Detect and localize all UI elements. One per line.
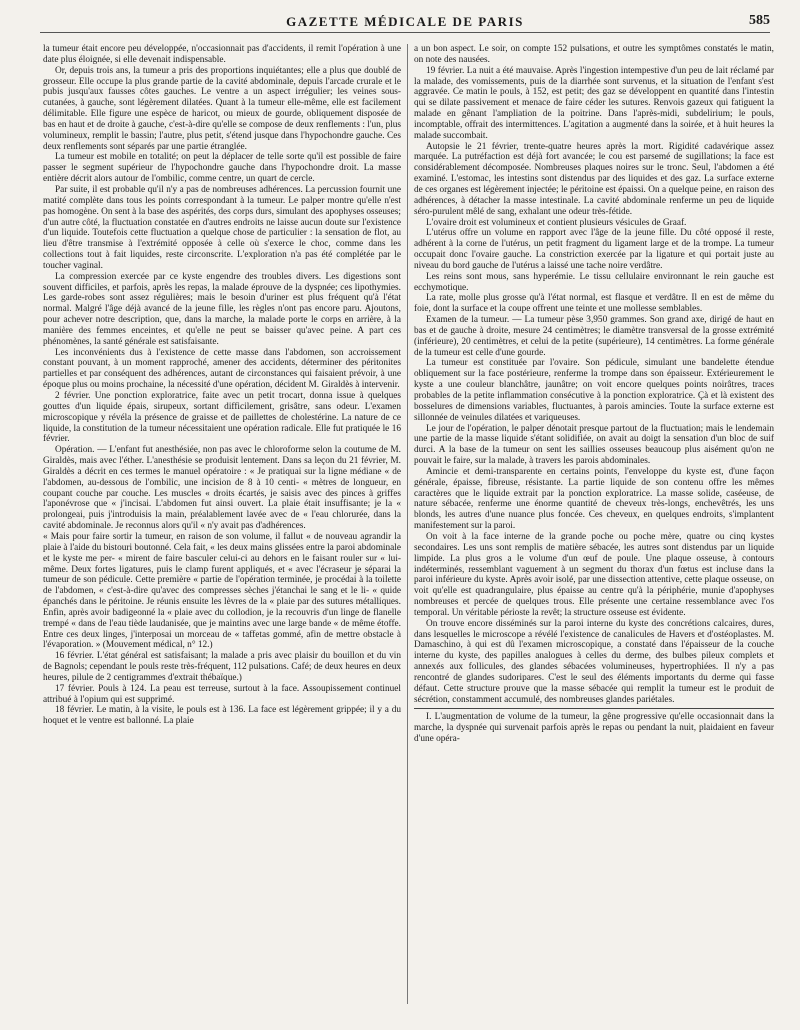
right-column	[414, 44, 774, 745]
journal-title: GAZETTE MÉDICALE DE PARIS	[286, 14, 524, 29]
paragraph: La compression exercée par ce kyste engendre des troubles divers. Les digestions sont souvent difficiles, et parfois, après les repas, la malade éprouve de la dyspnée; ces lipothymies. Les garde-robes sont assez régulières; mais le besoin d'uriner est plus fréquent qu'à l'état normal. Malgré l'âge déjà avancé de la jeune fille, les règles n'ont pas encore paru. Ajoutons, pour achever notre description, que, dans la marche, la malade porte le corps en arrière, à la manière des femmes enceintes, et qu'elle ne peut se baisser qu'avec peine. A part ces phénomènes, la santé générale est satisfaisante.	[43, 271, 401, 347]
paragraph: L'ovaire droit est volumineux et contient plusieurs vésicules de Graaf.	[426, 217, 687, 228]
paragraph: la tumeur était encore peu développée, n'occasionnait pas d'accidents, il remit l'opération à une date plus éloignée, si elle devenait indispensable.	[43, 44, 401, 65]
paragraph: On voit à la face interne de la grande poche ou poche mère, quatre ou cinq kystes secondaires. Les uns sont remplis de matière sébacée, les autres sont distendus par un liquide limpide. La plus gros a le volume d'un œuf de poule. Une plaque osseuse, à contours indéterminés, ressemblant vaguement à un segment du thorax d'un fœtus est incluse dans la paroi inférieure du kyste. Après avoir isolé, par une dissection attentive, cette plaque osseuse, on voit qu'elle est quadrangulaire, plus épaisse au centre qu'à la périphérie, munie d'apophyses nombreuses et percée de quelques trous. Elle présente une certaine ressemblance avec l'os temporal. Un véritable périoste la revêt; la structure osseuse est évidente.	[414, 531, 774, 618]
paragraph: Les reins sont mous, sans hyperémie. Le tissu cellulaire environnant le rein gauche est ecchymotique.	[414, 271, 774, 293]
paragraph: I. L'augmentation de volume de la tumeur, la gêne progressive qu'elle occasionnait dans la marche, la dyspnée qui survenait parfois après le repas ou pendant la nuit, plaidaient en faveur d'une opéra-	[414, 712, 774, 745]
paragraph: La tumeur est mobile en totalité; on peut la déplacer de telle sorte qu'il est possible de faire passer le segment supérieur de l'hypochondre gauche dans l'hypochondre droit. La masse entière décrit alors autour de l'ombilic, comme centre, un quart de cercle.	[43, 152, 401, 185]
paragraph: Le jour de l'opération, le palper dénotait presque partout de la fluctuation; mais le lendemain une partie de la masse liquide s'étant solidifiée, on avait au doigt la sensation d'un bloc de suif durci. A la base de la tumeur on sent les saillies osseuses beaucoup plus aisément qu'on ne pouvait le faire, sur la malade, à travers les parois abdominales.	[414, 423, 774, 467]
paragraph: On trouve encore disséminés sur la paroi interne du kyste des concrétions calcaires, dures, dans lesquelles le microscope a révélé l'existence de canalicules de Havers et d'ostéoplastes. M. Damaschino, à qui est dû l'examen microscopique, a constaté dans l'épaisseur de la couche interne du kyste, des papilles analogues à celles du derme, des bulbes pileux complets et annexés aux follicules, des glandes sébacées volumineuses, hypertrophiées. Il n'y a pas rencontré de glandes sudoripares. C'est le seul des éléments importants du derme qui fasse défaut. Cette structure prouve que la masse sébacée qui remplit la tumeur est le produit de sécrétion, constamment accumulé, des nombreuses glandes pariétales.	[414, 618, 774, 705]
paragraph: a un bon aspect. Le soir, on compte 152 pulsations, et outre les symptômes constatés le matin, on note des nausées.	[414, 44, 774, 65]
running-header	[40, 12, 770, 33]
paragraph: Les inconvénients dus à l'existence de cette masse dans l'abdomen, son accroissement constant pouvant, à un moment rapproché, amener des accidents, déterminer des péritonites partielles et par conséquent des adhérences, autant de circonstances qui faisaient prévoir, à une époque plus ou moins prochaine, la nécessité d'une opération, décident M. Giraldès à intervenir.	[43, 347, 401, 391]
paragraph: Or, depuis trois ans, la tumeur a pris des proportions inquiétantes; elle a plus que doublé de grosseur. Elle occupe la plus grande partie de la cavité abdominale, depuis l'arcade crurale et le pubis jusqu'aux fausses côtes gauches. Le ventre a un aspect irrégulier; les veines sous-cutanées, à gauche, sont légèrement dilatées. Quant à la tumeur elle-même, elle est facilement délimitable. Elle figure une espèce de haricot, ou mieux de gourde, obliquement disposée de bas en haut et de droite à gauche, c'est-à-dire qu'elle se compose de deux renflements : l'un, plus volumineux, remplit le bassin; l'autre, plus petit, s'étend jusque dans l'hypochondre gauche. Ces deux renflements sont séparés par une partie étranglée.	[43, 65, 401, 152]
paragraph: L'utérus offre un volume en rapport avec l'âge de la jeune fille. Du côté opposé il reste, adhérent à la corne de l'utérus, un petit fragment du ligament large et de la trompe. La tumeur occupait donc l'ovaire gauche. La constriction exercée par la ligature et qui portait juste au niveau du bord gauche de l'utérus a laissé une tache noire verdâtre.	[414, 228, 774, 271]
paragraph: Autopsie le 21 février, trente-quatre heures après la mort. Rigidité cadavérique assez marquée. La putréfaction est déjà fort avancée; le cou est parsemé de sugillations; la face est considérablement décomposée. Nombreuses plaques noires sur le tronc. Seul, l'abdomen a été examiné. L'estomac, les intestins sont distendus par des liquides et des gaz. La surface externe de ces organes est légèrement injectée; le péritoine est épaissi. On a quelque peine, en raison des adhérences, à détacher la masse intestinale. La cavité abdominale renferme un peu de liquide séro-purulent mêlé de sang, exhalant une odeur très-fétide.	[414, 141, 774, 217]
page-number: 585	[749, 13, 770, 28]
paragraph: Opération. — L'enfant fut anesthésiée, non pas avec le chloroforme selon la coutume de M. Giraldès, mais avec l'éther. L'anesthésie se produisit lentement. Dans sa leçon du 21 février, M. Giraldès a décrit en ces termes le manuel opératoire : « Je pratiquai sur la ligne médiane « de l'abdomen, au-dessous de l'ombilic, une incision de 8 à 10 centi- « mètres de longueur, en coupant couche par couche. Les muscles « droits écartés, je saisis avec des pinces à griffes l'aponévrose que « j'incisai. L'abdomen fut ainsi ouvert. La plaie était insuffisante; je la « prolongeai, puis j'introduisis la main, préalablement lavée avec de « l'eau chlorurée, dans la cavité abdominale. Je reconnus alors qu'il « n'y avait pas d'adhérences.	[43, 445, 401, 532]
column-divider	[407, 44, 408, 1004]
section-rule	[414, 708, 774, 709]
paragraph: La tumeur est constituée par l'ovaire. Son pédicule, simulant une bandelette étendue obliquement sur la face postérieure, renferme la trompe dans son épaisseur. Extérieurement le kyste a une couleur blanchâtre, jaunâtre; on voit encore quelques points noirâtres, traces probables de la petite inflammation consécutive à la ponction exploratrice. Çà et là existent des bosselures de dimensions variables, fluctuantes, à parois amincies. Toute la surface externe est sillonnée de veinules dilatées et variqueuses.	[414, 358, 774, 423]
paragraph: 2 février. Une ponction exploratrice, faite avec un petit trocart, donna issue à quelques gouttes d'un liquide épais, sirupeux, sortant difficilement, grisâtre, sans odeur. L'examen microscopique y révéla la présence de graisse et de paillettes de cholestérine. La nature de ce liquide, la constitution de la tumeur nécessitaient une opération radicale. Elle fut pratiquée le 16 février.	[43, 391, 401, 445]
paragraph: 17 février. Pouls à 124. La peau est terreuse, surtout à la face. Assoupissement continuel attribué à l'opium qui est supprimé.	[43, 683, 401, 705]
paragraph: 16 février. L'état général est satisfaisant; la malade a pris avec plaisir du bouillon et du vin de Bagnols; cependant le pouls reste très-fréquent, 112 pulsations. Café; de deux heures en deux heures, pilule de 2 centigrammes d'extrait thébaïque.)	[43, 651, 401, 683]
paragraph: Par suite, il est probable qu'il n'y a pas de nombreuses adhérences. La percussion fournit une matité complète dans tous les points correspondant à la tumeur. Le palper montre qu'elle n'est pas homogène. On sent à la base des aspérités, des corps durs, simulant des apophyses osseuses; d'un autre côté, la fluctuation constatée en d'autres endroits ne laisse aucun doute sur l'existence d'un liquide. Toutefois cette fluctuation a quelque chose de particulier : la sensation de flot, au lieu d'être transmise à l'extrémité opposée à celle où s'exerce le choc, comme dans les collections tout à fait liquides, reste circonscrite. L'exploration n'a pas été complétée par le toucher vaginal.	[43, 184, 401, 271]
paragraph: Examen de la tumeur. — La tumeur pèse 3,950 grammes. Son grand axe, dirigé de haut en bas et de gauche à droite, mesure 24 centimètres; le diamètre transversal de la grosse extrémité (inférieure), 20 centimètres, et celui de la petite (supérieure), 14 centimètres. La forme générale de la tumeur est celle d'une gourde.	[414, 315, 774, 358]
left-column	[43, 44, 401, 727]
paragraph: 18 février. Le matin, à la visite, le pouls est à 136. La face est légèrement grippée; il y a du hoquet et le ventre est ballonné. La plaie	[43, 705, 401, 727]
paragraph: 19 février. La nuit a été mauvaise. Après l'ingestion intempestive d'un peu de lait réclamé par la malade, des vomissements, puis de la diarrhée sont survenus, et la situation de l'enfant s'est aggravée. Ce matin le pouls, à 152, est petit; des gaz se développent en quantité dans l'intestin qui se dilate passivement et menace de faire céder les sutures. Renvois gazeux qui fatiguent la malade en gênant l'ampliation de la poitrine. Dans l'après-midi, subdelirium; le pouls, incomptable, offrait des intermittences. L'agitation a augmenté dans la soirée, et à huit heures la malade succombait.	[414, 65, 774, 141]
paragraph: Amincie et demi-transparente en certains points, l'enveloppe du kyste est, d'une façon générale, épaisse, fibreuse, résistante. La partie liquide de son contenu offre les mêmes caractères que le liquide extrait par la ponction exploratrice. La masse solide, caséeuse, de nature sébacée, renferme une énorme quantité de cheveux très-longs, enchevêtrés, les uns blonds, les autres d'une nuance plus foncée. Ces cheveux, en quelques endroits, s'implantent manifestement sur la paroi.	[414, 466, 774, 532]
paragraph-quote: « Mais pour faire sortir la tumeur, en raison de son volume, il fallut « de nouveau agrandir la plaie à l'aide du bistouri boutonné. Cela fait, « les deux mains glissées entre la paroi abdominale et le kyste me per- « mirent de faire basculer celui-ci au dehors en le faisant rouler sur « lui-même. Deux fortes ligatures, puis le clamp furent appliqués, et « avec l'écraseur je séparai la tumeur de son pédicule. Cette première « partie de l'opération terminée, je procédai à la toilette de l'abdomen, « c'est-à-dire qu'avec des compresses sèches j'étanchai le sang et le li- « quide épanchés dans le péritoine. Je réunis ensuite les lèvres de la « plaie par des sutures métalliques. Enfin, après avoir badigeonné la « plaie avec du collodion, je la recouvris d'un linge de flanelle trempé « dans de l'eau tiède laudanisée, que je maintins avec une large bande « de même étoffe. Entre ces deux linges, j'interposai un morceau de « taffetas gommé, afin de mettre obstacle à l'évaporation. » (Mouvement médical, n° 12.)	[43, 531, 401, 651]
paragraph: La rate, molle plus grosse qu'à l'état normal, est flasque et verdâtre. Il en est de même du foie, dont la surface et la coupe offrent une teinte et une mollesse semblables.	[414, 293, 774, 315]
